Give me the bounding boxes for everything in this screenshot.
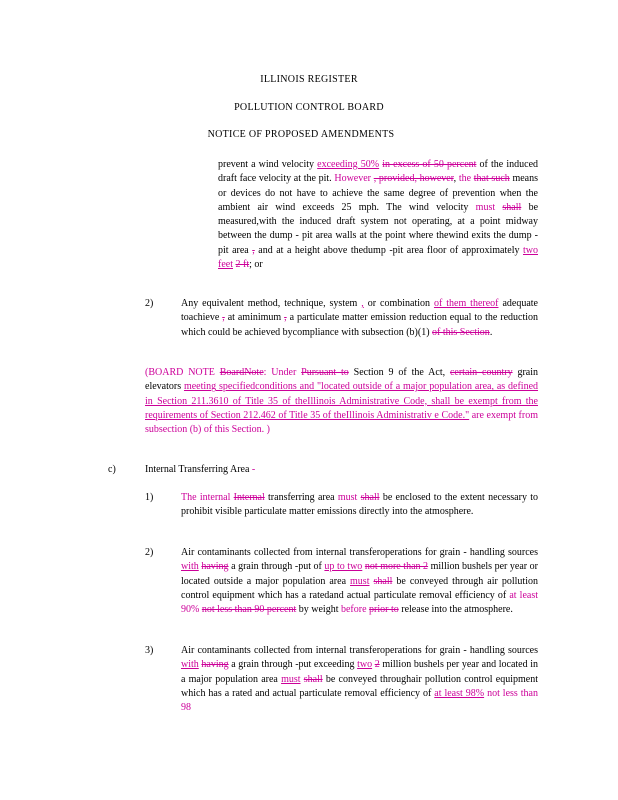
deleted-text: ,: [252, 244, 255, 256]
text-run: a grain through -put of: [228, 561, 325, 573]
inserted-text: with: [181, 659, 199, 671]
text-run: million bushels per year and located in a major population area: [181, 659, 538, 685]
text-run: be conveyed throughair pollution control equipment which has a rated and actual particulate removal efficiency of: [181, 673, 538, 699]
text-run: by weight: [296, 604, 341, 616]
text-run: transferring area: [264, 492, 338, 503]
register-title: ILLINOIS REGISTER: [260, 74, 358, 85]
inserted-text: with: [181, 561, 199, 573]
deleted-text: BoardNote: [219, 367, 264, 378]
deleted-text: ,: [222, 312, 225, 324]
inserted-text: must: [350, 575, 370, 587]
revised-text: are exempt from subsection (b) of this Section. ): [145, 409, 538, 436]
paragraph-c1: [181, 491, 538, 520]
section-label-c: c): [108, 464, 116, 475]
text-run: adequate toachieve: [181, 298, 538, 324]
deleted-text: ,: [284, 312, 287, 324]
revised-text: The internal: [181, 492, 234, 503]
revised-text: (BOARD NOTE: [145, 367, 220, 378]
text-run: million bushels per year or located outside a major population area: [181, 561, 539, 587]
revised-text: must: [337, 492, 358, 503]
text-run: Internal Transferring Area: [145, 464, 252, 475]
text-run: grain elevators: [145, 367, 539, 393]
item-label-c3: 3): [145, 645, 154, 656]
deleted-text: prior to: [369, 604, 399, 616]
revised-text: before: [340, 604, 367, 616]
deleted-text: having: [201, 659, 229, 671]
text-run: of the induced draft face velocity at the pit.: [218, 159, 539, 185]
text-run: ; or: [249, 259, 263, 271]
inserted-text: meeting specifiedconditions and "located outside of a major population area, as defined in Section 211.3610 of Title 35 of theIllinois Administrative Code, shall be exempt from the requirements of Section 212.462 of Title 35 of theIllinois Administrativ e Code.": [145, 381, 539, 421]
text-run: be measured,with the induced draft system not operating, at a point midway between the dump - pit area walls at the point where thewind exits the dump -pit area: [218, 201, 539, 256]
revised-text: not less than 98: [181, 687, 538, 714]
deleted-text: 2: [374, 659, 380, 671]
deleted-text: not more than 2: [364, 561, 429, 573]
deleted-text: shall: [373, 575, 393, 587]
revised-text: However: [334, 173, 372, 185]
inserted-text: two feet: [218, 244, 538, 271]
paragraph-c3: [181, 644, 538, 715]
deleted-text: in excess of 50 percent: [382, 159, 477, 170]
deleted-text: shall: [502, 201, 522, 213]
text-run: ,: [453, 173, 459, 185]
deleted-text: having: [201, 561, 229, 573]
deleted-text: 2 ft: [235, 259, 250, 271]
deleted-text: certain country: [449, 367, 513, 378]
item-label-c2: 2): [145, 547, 154, 558]
text-run: Air contaminants collected from internal transferoperations for grain - handling sources: [181, 547, 538, 558]
inserted-text: up to two: [324, 561, 363, 573]
inserted-text: two: [357, 659, 373, 671]
deleted-text: of this Section: [432, 326, 490, 338]
text-run: a particulate matter emission reduction equal to the reduction which could be achieved bycompliance with subsection (b)(1): [181, 312, 539, 338]
revised-text: at least 90%: [181, 589, 538, 616]
text-run: be enclosed to the extent necessary to prohibit visible particulate matter emissions directly into the atmosphere.: [181, 492, 539, 518]
revised-text: -: [251, 464, 256, 475]
item-label-c1: 1): [145, 492, 154, 503]
deleted-text: not less than 90 percent: [201, 604, 297, 616]
board-note: [145, 366, 538, 437]
item-label-b2: 2): [145, 298, 154, 309]
inserted-text: at least 98%: [434, 687, 485, 699]
inserted-text: must: [281, 673, 301, 685]
section-heading-c: [145, 463, 538, 477]
text-run: and at a height above thedump -pit area floor of approximately: [254, 244, 523, 256]
deleted-text: shall: [303, 673, 323, 685]
deleted-text: shall: [360, 492, 380, 503]
revised-text: the: [458, 173, 472, 185]
deleted-text: , provided, however: [373, 173, 454, 185]
text-run: a grain through -put exceeding: [228, 659, 358, 671]
inserted-text: of them thereof: [433, 298, 499, 309]
text-run: prevent a wind velocity: [218, 159, 318, 170]
text-run: release into the atmosphere.: [398, 604, 513, 616]
notice-title: NOTICE OF PROPOSED AMENDMENTS: [207, 129, 395, 140]
text-run: Any equivalent method, technique, system: [181, 298, 362, 309]
text-run: means or devices do not have to achieve the same degree of prevention when the ambient air wind exceeds 25 mph. The wind velocity: [218, 173, 538, 213]
text-run: at aminimum: [224, 312, 285, 324]
inserted-text: exceeding 50%: [317, 159, 380, 170]
paragraph-b2: [181, 297, 538, 340]
deleted-text: that such: [473, 173, 510, 185]
board-title: POLLUTION CONTROL BOARD: [234, 102, 384, 113]
text-run: Air contaminants collected from internal transferoperations for grain - handling sources: [181, 645, 538, 656]
paragraph-b1-continuation: [218, 158, 538, 272]
text-run: Section 9 of the Act,: [348, 367, 450, 378]
paragraph-c2: [181, 546, 538, 617]
deleted-text: Pursuant to: [301, 367, 349, 378]
deleted-text: Internal: [233, 492, 265, 503]
text-run: .: [489, 326, 493, 338]
text-run: or combination: [363, 298, 434, 309]
inserted-text: ,: [361, 298, 364, 309]
text-run: be conveyed through air pollution control equipment which has a ratedand actual particulate removal efficiency of: [181, 575, 538, 601]
revised-text: must: [475, 201, 496, 213]
revised-text: : Under: [263, 367, 302, 378]
